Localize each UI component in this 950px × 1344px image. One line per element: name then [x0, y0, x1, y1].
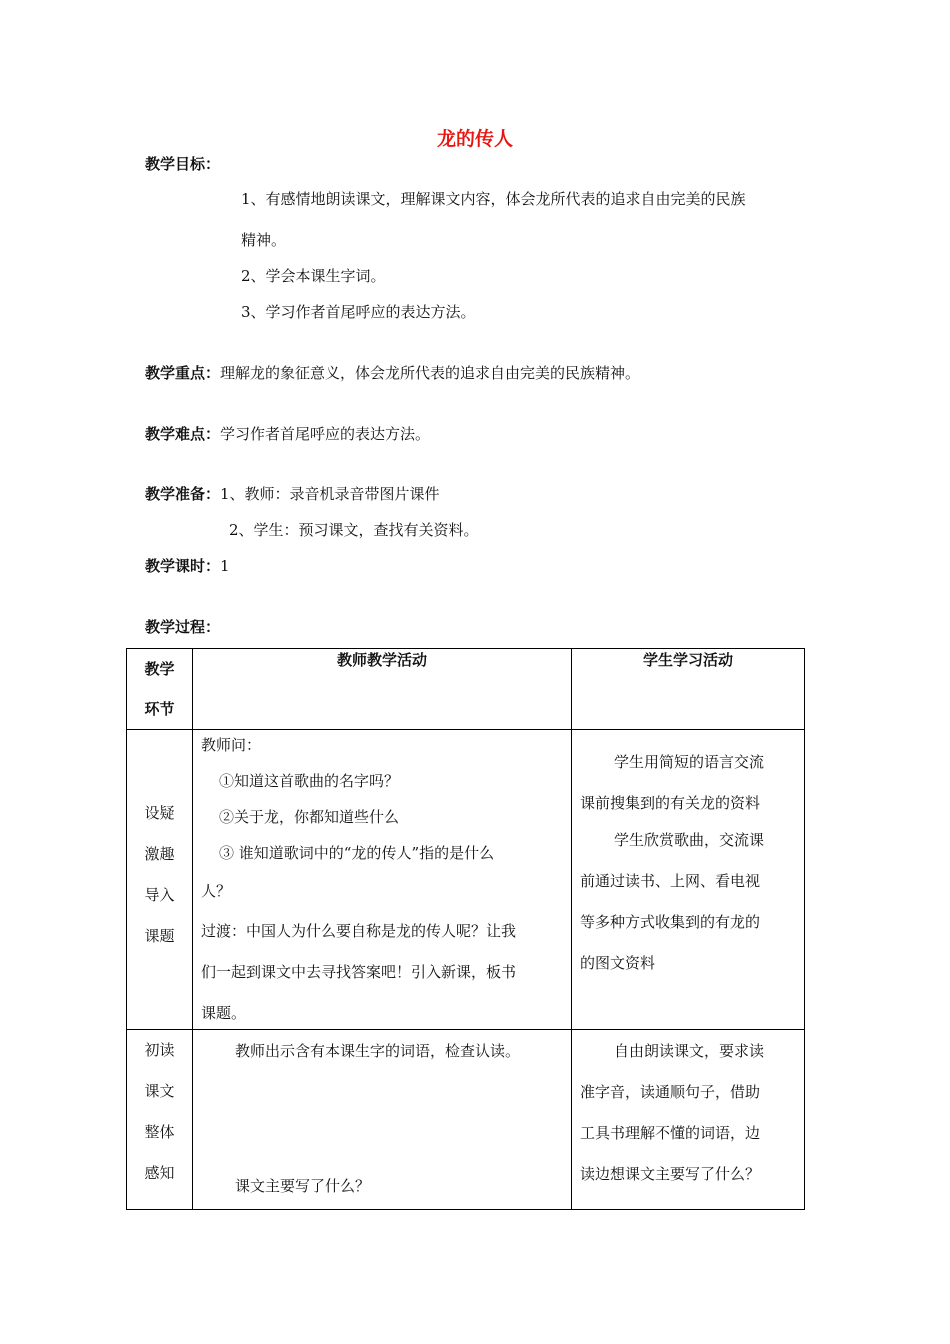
table-row — [127, 730, 805, 1030]
preparation — [145, 483, 440, 504]
row2-stage-line: 感知 — [144, 1164, 175, 1182]
row2-student-line: 工具书理解不懂的词语，边 — [580, 1124, 761, 1142]
row1-stage — [127, 730, 193, 1030]
row1-student-line: 前通过读书、上网、看电视 — [580, 872, 761, 890]
row1-student — [572, 730, 805, 1030]
process-table — [126, 648, 805, 1210]
page-title: 龙的传人 — [436, 128, 513, 150]
preparation-label: 教学准备： — [145, 485, 221, 503]
row1-teacher-line: ①知道这首歌曲的名字吗？ — [219, 772, 400, 790]
difficulty-text: 学习作者首尾呼应的表达方法。 — [220, 425, 431, 443]
row1-teacher-line: ③ 谁知道歌词中的“龙的传人”指的是什么 — [219, 844, 495, 862]
row1-stage-line: 设疑 — [144, 804, 175, 822]
row1-teacher-line: 们一起到课文中去寻找答案吧！引入新课，板书 — [201, 963, 517, 981]
row2-student-line: 自由朗读课文，要求读 — [614, 1042, 765, 1060]
row2-stage-line: 课文 — [144, 1082, 175, 1100]
row1-student-line: 等多种方式收集到的有龙的 — [580, 913, 761, 931]
row2-teacher — [193, 1030, 572, 1210]
row1-stage-line: 课题 — [144, 927, 175, 945]
hours-label: 教学课时： — [145, 557, 221, 575]
row1-stage-line: 导入 — [144, 886, 175, 904]
preparation-teacher: 1、教师：录音机录音带图片课件 — [220, 485, 440, 503]
key-point-label: 教学重点： — [145, 364, 221, 382]
difficulty — [145, 423, 430, 444]
objective-item-1-cont: 精神。 — [241, 231, 287, 249]
header-stage-line2: 环节 — [144, 700, 175, 718]
row1-teacher — [193, 730, 572, 1030]
table-row — [127, 1030, 805, 1210]
row1-teacher-line: 人？ — [201, 882, 232, 900]
objective-item-2: 2、学会本课生字词。 — [241, 267, 386, 285]
row2-student — [572, 1030, 805, 1210]
row2-teacher-line: 课文主要写了什么？ — [235, 1177, 371, 1195]
header-stage — [127, 649, 193, 730]
row2-stage-line: 整体 — [144, 1123, 175, 1141]
hours-value: 1 — [220, 557, 230, 575]
header-student: 学生学习活动 — [572, 649, 805, 730]
hours — [145, 555, 230, 576]
table-header-row — [127, 649, 805, 730]
row2-stage-line: 初读 — [144, 1041, 175, 1059]
row1-teacher-line: 过渡：中国人为什么要自称是龙的传人呢？让我 — [201, 922, 517, 940]
row1-teacher-line: ②关于龙，你都知道些什么 — [219, 808, 400, 826]
difficulty-label: 教学难点： — [145, 425, 221, 443]
key-point-text: 理解龙的象征意义，体会龙所代表的追求自由完美的民族精神。 — [220, 364, 641, 382]
row1-student-line: 课前搜集到的有关龙的资料 — [580, 794, 761, 812]
key-point — [145, 362, 640, 383]
row1-teacher-line: 教师问： — [201, 736, 262, 754]
row1-student-line: 学生欣赏歌曲，交流课 — [614, 831, 765, 849]
row1-student-line: 的图文资料 — [580, 954, 656, 972]
header-teacher: 教师教学活动 — [193, 649, 572, 730]
row2-student-line: 准字音，读通顺句子，借助 — [580, 1083, 761, 1101]
objective-item-3: 3、学习作者首尾呼应的表达方法。 — [241, 303, 476, 321]
header-stage-line1: 教学 — [144, 660, 175, 678]
row1-student-line: 学生用简短的语言交流 — [614, 753, 765, 771]
preparation-student: 2、学生：预习课文，查找有关资料。 — [229, 521, 479, 539]
objective-item-1: 1、有感情地朗读课文，理解课文内容，体会龙所代表的追求自由完美的民族 — [241, 190, 746, 208]
objectives-label: 教学目标： — [145, 155, 221, 173]
process-label: 教学过程： — [145, 618, 221, 636]
row2-teacher-line: 教师出示含有本课生字的词语，检查认读。 — [235, 1042, 521, 1060]
row1-teacher-line: 课题。 — [201, 1004, 247, 1022]
row1-stage-line: 激趣 — [144, 845, 175, 863]
row2-stage — [127, 1030, 193, 1210]
row2-student-line: 读边想课文主要写了什么？ — [580, 1165, 761, 1183]
